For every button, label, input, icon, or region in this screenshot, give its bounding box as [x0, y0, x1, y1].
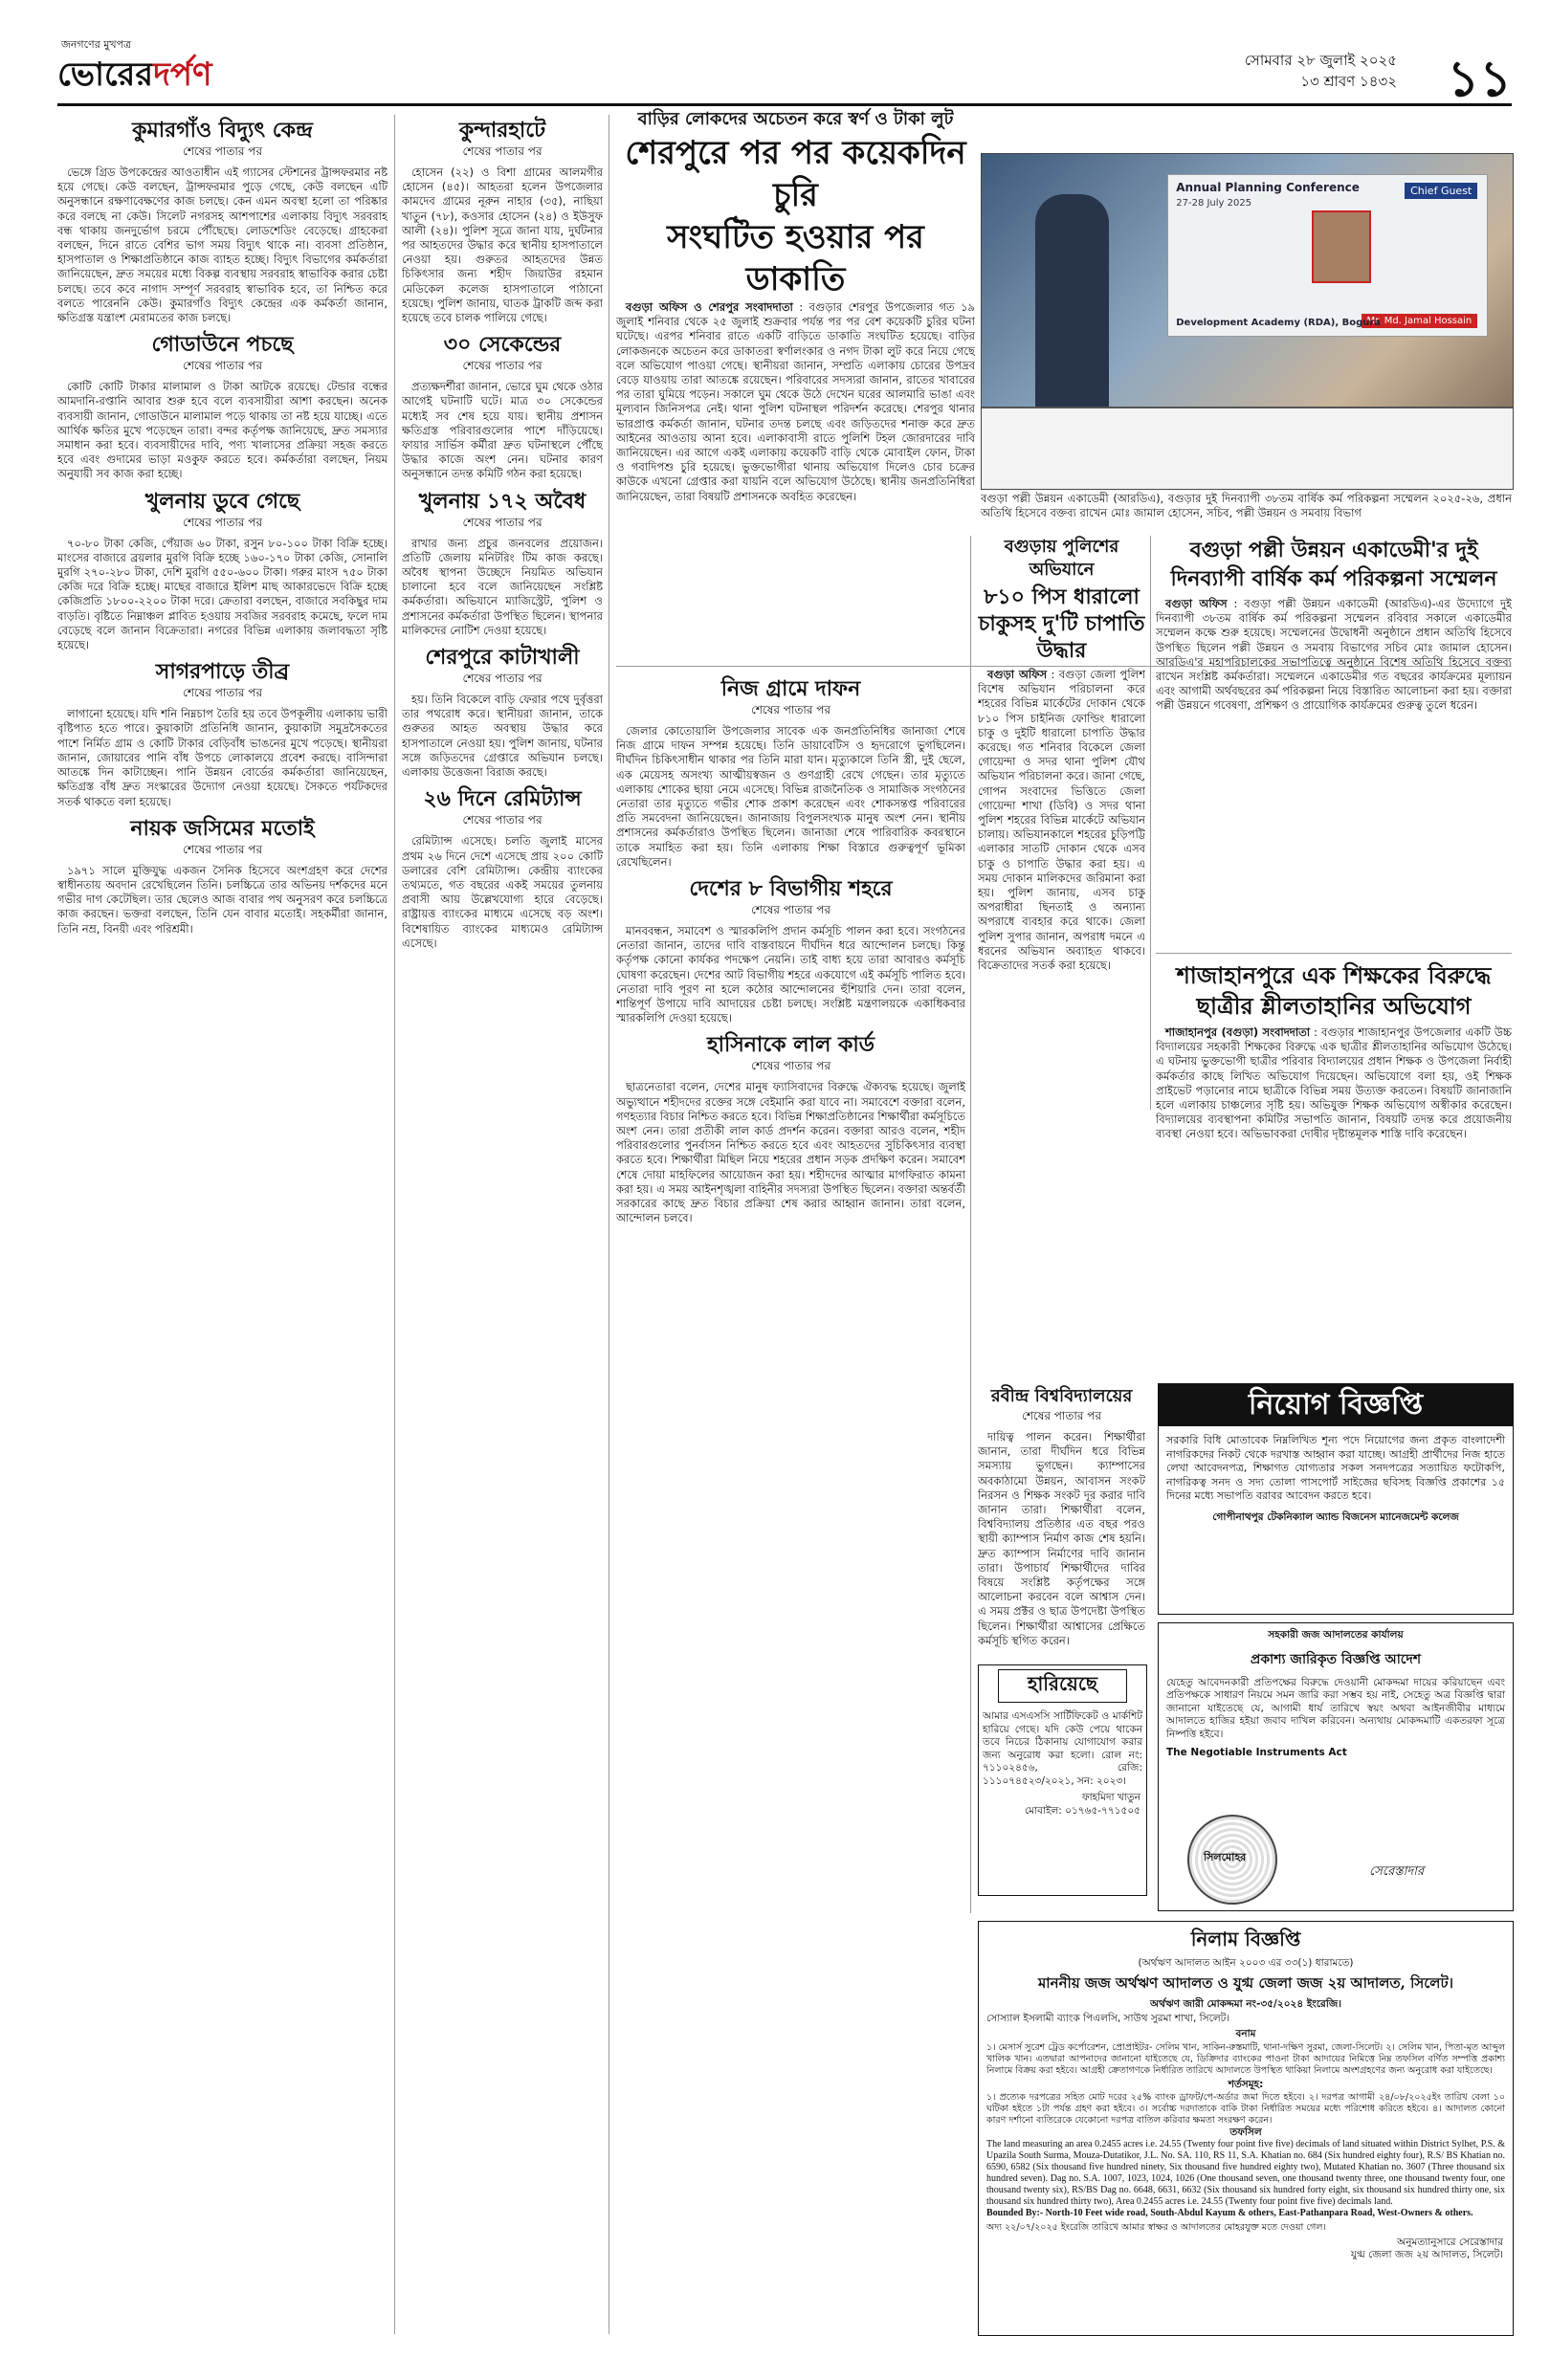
chief-guest-label: Chief Guest	[1405, 183, 1477, 199]
article-continued: শেষের পাতার পর	[750, 1059, 831, 1073]
rda-body: বগুড়া পল্লী উন্নয়ন একাডেমী (আরডিএ)-এর উদ্যোগে দুই দিনব্যাপী ৩৮তম বার্ষিক কর্ম পরিকল্পনা সম্মেলন রবিবার সকালে একাডেমীর সম্মেলন কক্ষে শুরু হয়েছে। সম্মেলনের উদ্বোধনী অনুষ্ঠানে প্রধান অতিথি হিসেবে উপস্থিত ছিলেন পল্লী উন্নয়ন ও সমবায় বিভাগের সচিব মোঃ জামাল হোসেন। আরডিএ'র মহাপরিচালকের সভাপতিত্বে অনুষ্ঠানে বিশেষ অতিথি হিসেবে বক্তব্য রাখেন সংশ্লিষ্ট কর্মকর্তারা। সম্মেলনে একাডেমীর গত বছরের কার্যক্রমের মূল্যায়ন এবং আগামী অর্থবছরের কর্ম পরিকল্পনা নিয়ে বিস্তারিত আলোচনা করা হয়। বক্তারা পল্লী উন্নয়নে গবেষণা, প্রশিক্ষণ ও প্রায়োগিক কার্যক্রমের গুরুত্ব তুলে ধরেন।	[1156, 597, 1512, 713]
article-continued: শেষের পাতার পর	[462, 672, 542, 686]
rda-story: বগুড়া পল্লী উন্নয়ন একাডেমী'র দুই দিনব্যাপী বার্ষিক কর্ম পরিকল্পনা সম্মেলন বগুড়া অফিস : বগুড়া পল্লী উন্নয়ন একাডেমী (আরডিএ)-এর উদ্যোগে দুই দিনব্যাপী ৩৮তম বার্ষিক কর্ম পরিকল্পনা সম্মেলন রবিবার সকালে একাডেমীর সম্মেলন কক্ষে শুরু হয়েছে। সম্মেলনের উদ্বোধনী অনুষ্ঠানে প্রধান অতিথি হিসেবে উপস্থিত ছিলেন পল্লী উন্নয়ন ও সমবায় বিভাগের সচিব মোঃ জামাল হোসেন। আরডিএ'র মহাপরিচালকের সভাপতিত্বে অনুষ্ঠানে বিশেষ অতিথি হিসেবে বক্তব্য রাখেন সংশ্লিষ্ট কর্মকর্তারা। সম্মেলনে একাডেমীর গত বছরের কার্যক্রমের মূল্যায়ন এবং আগামী অর্থবছরের কর্ম পরিকল্পনা নিয়ে বিস্তারিত আলোচনা করা হয়। বক্তারা পল্লী উন্নয়নে গবেষণা, প্রশিক্ষণ ও প্রায়োগিক কার্যক্রমের গুরুত্ব তুলে ধরেন।	[1156, 538, 1512, 713]
lost-notice	[978, 1664, 1147, 1896]
rabindra-story	[978, 1383, 1145, 1661]
lead-story: বাড়ির লোকদের অচেতন করে স্বর্ণ ও টাকা লুট শেরপুরে পর পর কয়েকদিন চুরি সংঘটিত হওয়ার পর ডাকাতি বগুড়া অফিস ও শেরপুর সংবাদদাতা : বগুড়ার শেরপুর উপজেলার গত ১৯ জুলাই শনিবার থেকে ২৫ জুলাই শুক্রবার পর্যন্ত পর পর বেশ কয়েকটি চুরির ঘটনা ঘটেছে। এরপর শনিবার রাতে একটি বাড়িতে ডাকাতি সংঘটিত হয়েছে। বাড়ির লোকজনকে অচেতন করে ডাকাতরা স্বর্ণালংকার ও নগদ টাকা লুট করে নিয়ে গেছে বলে অভিযোগ পাওয়া গেছে। স্থানীয়রা জানান, সম্প্রতি এলাকায় চোরের উপদ্রব বেড়ে যাওয়ায় তারা আতঙ্কে রয়েছেন। পরিবারের সদস্যরা জানান, রাতের খাবারের পর তারা ঘুমিয়ে পড়েন। সকালে ঘুম থেকে উঠে দেখেন ঘরের আলমারি ভাঙা এবং মূল্যবান জিনিসপত্র নেই। থানা পুলিশ ঘটনাস্থল পরিদর্শন করেছে। শেরপুর থানার ভারপ্রাপ্ত কর্মকর্তা জানান, ঘটনার তদন্ত চলছে এবং জড়িতদের শনাক্ত করে দ্রুত আইনের আওতায় আনা হবে। এলাকাবাসী রাতে পুলিশি টহল জোরদারের দাবি জানিয়েছেন। এর আগে একই এলাকায় কয়েকটি বাড়ি থেকে মোবাইল ফোন, টাকা ও গবাদিপশু চুরি হয়েছে। ভুক্তভোগীরা থানায় অভিযোগ দিলেও চোর চক্রের কাউকে এখনো গ্রেপ্তার করা যায়নি বলে অভিযোগ উঠেছে। স্থানীয় জনপ্রতিনিধিরা জানিয়েছেন, তারা বিষয়টি প্রশাসনকে অবহিত করেছেন।	[616, 109, 975, 503]
article-title[interactable]: ২৬ দিনে রেমিট্যান্স	[423, 786, 582, 812]
lead-body: বগুড়ার শেরপুর উপজেলার গত ১৯ জুলাই শনিবার থেকে ২৫ জুলাই শুক্রবার পর্যন্ত পর পর বেশ কয়েকটি চুরির ঘটনা ঘটেছে। এরপর শনিবার রাতে একটি বাড়িতে ডাকাতি সংঘটিত হয়েছে। বাড়ির লোকজনকে অচেতন করে ডাকাতরা স্বর্ণালংকার ও নগদ টাকা লুট করে নিয়ে গেছে বলে অভিযোগ পাওয়া গেছে। স্থানীয়রা জানান, সম্প্রতি এলাকায় চোরের উপদ্রব বেড়ে যাওয়ায় তারা আতঙ্কে রয়েছেন। পরিবারের সদস্যরা জানান, রাতের খাবারের পর তারা ঘুমিয়ে পড়েন। সকালে ঘুম থেকে উঠে দেখেন ঘরের আলমারি ভাঙা এবং মূল্যবান জিনিসপত্র নেই। থানা পুলিশ ঘটনাস্থল পরিদর্শন করেছে। শেরপুর থানার ভারপ্রাপ্ত কর্মকর্তা জানান, ঘটনার তদন্ত চলছে এবং জড়িতদের শনাক্ত করে দ্রুত আইনের আওতায় আনা হবে। এলাকাবাসী রাতে পুলিশি টহল জোরদারের দাবি জানিয়েছেন। এর আগে একই এলাকায় কয়েকটি বাড়ি থেকে মোবাইল ফোন, টাকা ও গবাদিপশু চুরি হয়েছে। ভুক্তভোগীরা থানায় অভিযোগ দিলেও চোর চক্রের কাউকে এখনো গ্রেপ্তার করা যায়নি বলে অভিযোগ উঠেছে। স্থানীয় জনপ্রতিনিধিরা জানিয়েছেন, তারা বিষয়টি প্রশাসনকে অবহিত করেছেন।	[616, 300, 975, 503]
article-title[interactable]: ৩০ সেকেন্ডের	[443, 332, 562, 358]
date-box	[1245, 50, 1397, 92]
logo-part1: ভোরের	[57, 55, 154, 94]
lead-headline-line1[interactable]: শেরপুরে পর পর কয়েকদিন চুরি	[625, 134, 966, 214]
auction-date-line: অদ্য ২২/০৭/২০২৫ ইংরেজি তারিখে আমার স্বাক্ষর ও আদালতের মোহরযুক্ত মতে দেওয়া গেল।	[986, 2222, 1326, 2233]
article-continued: শেষের পাতার পর	[182, 144, 263, 158]
court-seal	[1187, 1815, 1277, 1905]
job-ad-body: সরকারি বিধি মোতাবেক নিম্নলিখিত শূন্য পদে নিয়োগের জন্য প্রকৃত বাংলাদেশী নাগরিকদের নিকট থেকে দরখাস্ত আহ্বান করা যাচ্ছে। আগ্রহী প্রার্থীদের নিজ হাতে লেখা আবেদনপত্র, শিক্ষাগত যোগ্যতার সকল সনদপত্রের সত্যায়িত ফটোকপি, নাগরিকত্ব সনদ ও সদ্য তোলা পাসপোর্ট সাইজের ছবিসহ বিজ্ঞপ্তি প্রকাশের ১৫ দিনের মধ্যে সভাপতি বরাবর আবেদন করতে হবে।	[1166, 1434, 1505, 1502]
page-number: ১১	[1447, 50, 1512, 108]
article-title[interactable]: সাগরপাড়ে তীব্র	[155, 659, 290, 685]
auction-case: অর্থঋণ জারী মোকদ্দমা নং-৩৫/২০২৪ ইংরেজি।	[1150, 1997, 1341, 2010]
article-body: প্রত্যক্ষদর্শীরা জানান, ভোরে ঘুম থেকে ওঠার আগেই ঘটনাটি ঘটে। মাত্র ৩০ সেকেন্ডের মধ্যেই সব শেষ হয়ে যায়। স্থানীয় প্রশাসন ক্ষতিগ্রস্ত পরিবারগুলোর পাশে দাঁড়িয়েছে। ফায়ার সার্ভিস কর্মীরা দ্রুত ঘটনাস্থলে পৌঁছে উদ্ধার কাজে অংশ নেন। ঘটনার কারণ অনুসন্ধানে তদন্ত কমিটি গঠন করা হয়েছে।	[402, 380, 603, 481]
rabindra-continued: শেষের পাতার পর	[1021, 1409, 1102, 1422]
article-body: ছাত্রনেতারা বলেন, দেশের মানুষ ফ্যাসিবাদের বিরুদ্ধে ঐক্যবদ্ধ হয়েছে। জুলাই অভ্যুত্থানে শহীদদের রক্তের সঙ্গে বেইমানি করা যাবে না। সমাবেশে বক্তারা বলেন, গণহত্যার বিচার নিশ্চিত করতে হবে। বিভিন্ন শিক্ষাপ্রতিষ্ঠানের শিক্ষার্থীরা কর্মসূচিতে অংশ নেন। তারা প্রতীকী লাল কার্ড প্রদর্শন করেন। বক্তারা আরও বলেন, শহীদ পরিবারগুলোর পুনর্বাসন নিশ্চিত করতে হবে এবং আহতদের সুচিকিৎসার ব্যবস্থা করতে হবে। শিক্ষার্থীরা মিছিল নিয়ে শহরের প্রধান সড়ক প্রদক্ষিণ করেন। সমাবেশ শেষে দোয়া মাহফিলের আয়োজন করা হয়। শহীদদের আত্মার মাগফিরাত কামনা করা হয়। এ সময় আইনশৃঙ্খলা বাহিনীর সদস্যরা উপস্থিত ছিলেন। বক্তারা অন্তর্বর্তী সরকারের কাছে দ্রুত বিচার প্রক্রিয়া শেষ করার আহ্বান জানান। তারা বলেন, আন্দোলন চলবে।	[616, 1080, 965, 1225]
logo-tagline: জনগণের মুখপত্র	[61, 38, 132, 51]
court-notice-instrument: The Negotiable Instruments Act	[1166, 1747, 1347, 1758]
news-article	[57, 815, 388, 937]
guest-name: Mr. Md. Jamal Hossain	[1362, 314, 1478, 328]
auction-vs: বনাম	[1235, 2027, 1256, 2039]
column-divider	[394, 115, 395, 2334]
article-body: জেলার কোতোয়ালি উপজেলার সাবেক এক জনপ্রতিনিধির জানাজা শেষে নিজ গ্রামে দাফন সম্পন্ন হয়েছে। তিনি ডায়াবেটিস ও হৃদরোগে ভুগছিলেন। দীর্ঘদিন চিকিৎসাধীন থাকার পর তিনি মারা যান। মৃত্যুকালে তিনি স্ত্রী, দুই ছেলে, এক মেয়েসহ অসংখ্য আত্মীয়স্বজন ও গুণগ্রাহী রেখে গেছেন। তার মৃত্যুতে এলাকায় শোকের ছায়া নেমে এসেছে। বিভিন্ন রাজনৈতিক ও সামাজিক সংগঠনের নেতারা তার মৃত্যুতে গভীর শোক প্রকাশ করেছেন এবং শোকসন্তপ্ত পরিবারের প্রতি সমবেদনা জানিয়েছেন। জানাজায় বিপুলসংখ্যক মানুষ অংশ নেন। স্থানীয় প্রশাসনের কর্মকর্তারাও উপস্থিত ছিলেন। জানাজা শেষে পারিবারিক কবরস্থানে তাকে সমাহিত করা হয়। তিনি এলাকায় শিক্ষা বিস্তারে গুরুত্বপূর্ণ ভূমিকা রেখেছিলেন।	[616, 724, 965, 869]
rda-dateline: বগুড়া অফিস	[1165, 597, 1228, 610]
auction-bounded: Bounded By:- North-10 Feet wide road, South-Abdul Kayum & others, East-Pathanpara Road, West-Owners & others.	[986, 2208, 1473, 2218]
news-article	[402, 785, 603, 951]
article-body: মানববন্ধন, সমাবেশ ও স্মারকলিপি প্রদান কর্মসূচি পালন করা হবে। সংগঠনের নেতারা জানান, তাদের দাবি বাস্তবায়নে দীর্ঘদিন ধরে আন্দোলন চলছে। কিন্তু কর্তৃপক্ষ কোনো কার্যকর পদক্ষেপ নেয়নি। তাই বাধ্য হয়ে তারা আবারও কর্মসূচি ঘোষণা করেছেন। দেশের আট বিভাগীয় শহরে একযোগে এই কর্মসূচি পালিত হবে। নেতারা দাবি পূরণ না হলে কঠোর আন্দোলনের হুঁশিয়ারি দেন। তারা বলেন, শান্তিপূর্ণ উপায়ে দাবি আদায়ের চেষ্টা চলছে। সংশ্লিষ্ট মন্ত্রণালয়কে একাধিকবার স্মারকলিপি দেওয়া হয়েছে।	[616, 924, 965, 1025]
shajahanpur-body: বগুড়ার শাজাহানপুর উপজেলার একটি উচ্চ বিদ্যালয়ের সহকারী শিক্ষকের বিরুদ্ধে এক ছাত্রীর শ্লীলতাহানির অভিযোগ উঠেছে। এ ঘটনায় ভুক্তভোগী ছাত্রীর পরিবার বিদ্যালয়ের প্রধান শিক্ষক ও উপজেলা নির্বাহী কর্মকর্তার কাছে লিখিত অভিযোগ দিয়েছেন। অভিযোগে বলা হয়, ওই শিক্ষক প্রাইভেট পড়ানোর নামে ছাত্রীকে বিভিন্ন সময় উত্যক্ত করতেন। বিষয়টি জানাজানি হলে এলাকায় চাঞ্চল্যের সৃষ্টি হয়। অভিযুক্ত শিক্ষক অভিযোগ অস্বীকার করেছেন। বিদ্যালয়ের ব্যবস্থাপনা কমিটির সভাপতি জানান, বিষয়টি তদন্ত করে প্রয়োজনীয় ব্যবস্থা নেওয়া হবে। অভিভাবকরা দোষীর দৃষ্টান্তমূলক শাস্তি দাবি করেছেন।	[1156, 1025, 1512, 1141]
news-article	[402, 117, 603, 325]
banner-title: Annual Planning Conference	[1176, 181, 1360, 194]
news-article	[402, 488, 603, 638]
article-continued: শেষের পাতার পর	[750, 903, 831, 917]
article-title[interactable]: হাসিনাকে লাল কার্ড	[707, 1032, 875, 1058]
shajahanpur-story: শাজাহানপুরে এক শিক্ষকের বিরুদ্ধে ছাত্রীর শ্লীলতাহানির অভিযোগ শাজাহানপুর (বগুড়া) সংবাদদাতা : বগুড়ার শাজাহানপুর উপজেলার একটি উচ্চ বিদ্যালয়ের সহকারী শিক্ষকের বিরুদ্ধে এক ছাত্রীর শ্লীলতাহানির অভিযোগ উঠেছে। এ ঘটনায় ভুক্তভোগী ছাত্রীর পরিবার বিদ্যালয়ের প্রধান শিক্ষক ও উপজেলা নির্বাহী কর্মকর্তার কাছে লিখিত অভিযোগ দিয়েছেন। অভিযোগে বলা হয়, ওই শিক্ষক প্রাইভেট পড়ানোর নামে ছাত্রীকে বিভিন্ন সময় উত্যক্ত করতেন। বিষয়টি জানাজানি হলে এলাকায় চাঞ্চল্যের সৃষ্টি হয়। অভিযুক্ত শিক্ষক অভিযোগ অস্বীকার করেছেন। বিদ্যালয়ের ব্যবস্থাপনা কমিটির সভাপতি জানান, বিষয়টি তদন্ত করে প্রয়োজনীয় ব্যবস্থা নেওয়া হবে। অভিভাবকরা দোষীর দৃষ্টান্তমূলক শাস্তি দাবি করেছেন।	[1156, 961, 1512, 1141]
job-ad-title[interactable]: নিয়োগ বিজ্ঞপ্তি	[1159, 1384, 1513, 1426]
police-body: বগুড়া জেলা পুলিশ বিশেষ অভিযান পরিচালনা করে শহরের বিভিন্ন মার্কেটের দোকান থেকে ৮১০ পিস চাইনিজ ফোল্ডিং ধারালো চাকু ও দুইটি ধারালো চাপাতি উদ্ধার করেছে। গত শনিবার বিকেলে জেলা গোয়েন্দা ও সদর থানা পুলিশ যৌথ অভিযান পরিচালনা করে। জানা গেছে, গোপন সংবাদের ভিত্তিতে জেলা গোয়েন্দা শাখা (ডিবি) ও সদর থানা পুলিশ শহরের বিভিন্ন মার্কেটে অভিযান চালায়। অভিযানকালে শহরের চুড়িপট্টি এলাকার সাতটি দোকান থেকে এসব চাকু ও চাপাতি উদ্ধার করা হয়। এ সময় দোকান মালিকদের জরিমানা করা হয়। পুলিশ জানায়, এসব চাকু অপরাধীরা ছিনতাই ও অন্যান্য অপরাধে ব্যবহার করে থাকে। জেলা পুলিশ সুপার জানান, অপরাধ দমনে এ ধরনের অভিযান অব্যাহত থাকবে। বিক্রেতাদের সতর্ক করা হয়েছে।	[978, 668, 1145, 973]
rabindra-title[interactable]: রবীন্দ্র বিশ্ববিদ্যালয়ের	[990, 1386, 1133, 1406]
rabindra-body: দায়িত্ব পালন করেন। শিক্ষার্থীরা জানান, তারা দীর্ঘদিন ধরে বিভিন্ন সমস্যায় ভুগছেন। ক্যাম্পাসের অবকাঠামো উন্নয়ন, আবাসন সংকট নিরসন ও শিক্ষক সংকট দূর করার দাবি জানান তারা। শিক্ষার্থীরা বলেন, বিশ্ববিদ্যালয় প্রতিষ্ঠার এত বছর পরও স্থায়ী ক্যাম্পাস নির্মাণ কাজ শেষ হয়নি। দ্রুত ক্যাম্পাস নির্মাণের দাবি জানান তারা। উপাচার্য শিক্ষার্থীদের দাবির বিষয়ে সংশ্লিষ্ট কর্তৃপক্ষের সঙ্গে আলোচনা করবেন বলে আশ্বাস দেন। এ সময় প্রক্টর ও ছাত্র উপদেষ্টা উপস্থিত ছিলেন। শিক্ষার্থীরা আশ্বাসের প্রেক্ষিতে কর্মসূচি স্থগিত করেন।	[978, 1430, 1145, 1647]
article-body: ১৯৭১ সালে মুক্তিযুদ্ধ একজন সৈনিক হিসেবে অংশগ্রহণ করে দেশের স্বাধীনতায় অবদান রেখেছিলেন তিনি। চলচ্চিত্রে তার অভিনয় দর্শকদের মনে গভীর দাগ কেটেছিল। তার ছেলেও আজ বাবার পথ অনুসরণ করে চলচ্চিত্রে কাজ করছেন। ভক্তরা বলছেন, তিনি যেন বাবার মতোই। সহকর্মীরা জানান, তিনি নম্র, বিনয়ী এবং পরিশ্রমী।	[57, 863, 388, 936]
court-seal-label: সিলমোহর	[1204, 1851, 1247, 1863]
lead-headline-line2[interactable]: সংঘটিত হওয়ার পর ডাকাতি	[667, 218, 924, 298]
banner-institute: Development Academy (RDA), Bogura	[1176, 318, 1382, 328]
article-title[interactable]: খুলনায় ১৭২ অবৈধ	[418, 488, 587, 514]
news-article	[57, 658, 388, 808]
court-notice	[1158, 1622, 1514, 1911]
police-dateline: বগুড়া অফিস	[987, 668, 1048, 681]
column-left	[57, 115, 388, 2334]
article-continued: শেষের পাতার পর	[182, 686, 263, 700]
newspaper-logo[interactable]	[57, 38, 212, 104]
lead-kicker: বাড়ির লোকদের অচেতন করে স্বর্ণ ও টাকা লুট	[637, 109, 954, 129]
news-article	[57, 331, 388, 481]
lost-name: ফাহমিদা খাতুন	[1081, 1792, 1140, 1803]
police-kicker: বগুড়ায় পুলিশের অভিযানে	[1004, 537, 1119, 580]
job-advertisement	[1158, 1383, 1514, 1615]
auction-title[interactable]: নিলাম বিজ্ঞপ্তি	[1190, 1928, 1301, 1950]
auction-signer: যুগ্ম জেলা জজ ২য় আদালত, সিলেট।	[1350, 2249, 1503, 2260]
article-continued: শেষের পাতার পর	[462, 515, 542, 529]
article-continued: শেষের পাতার পর	[182, 515, 263, 529]
column-second	[402, 115, 603, 2334]
article-title[interactable]: কুন্দারহাটে	[458, 118, 546, 143]
auction-notice	[978, 1921, 1514, 2336]
banner-dates: 27-28 July 2025	[1176, 198, 1252, 209]
news-article	[616, 675, 965, 870]
article-title[interactable]: খুলনায় ডুবে গেছে	[144, 488, 300, 514]
column-divider	[1150, 536, 1151, 1110]
logo-part2: দর্পণ	[153, 55, 212, 94]
news-article	[616, 1031, 965, 1225]
job-ad-footer: গোপীনাথপুর টেকনিক্যাল অ্যান্ড বিজনেস ম্যানেজমেন্ট কলেজ	[1212, 1510, 1459, 1523]
lead-dateline: বগুড়া অফিস ও শেরপুর সংবাদদাতা	[626, 300, 793, 314]
news-article	[402, 644, 603, 780]
conference-photo[interactable]	[981, 153, 1514, 490]
court-signature: সেরেস্তাদার	[1369, 1864, 1425, 1879]
conference-banner	[1167, 174, 1488, 337]
article-title[interactable]: কুমারগাঁও বিদ্যুৎ কেন্দ্র	[132, 118, 313, 143]
news-article	[616, 875, 965, 1025]
news-article	[57, 488, 388, 653]
article-body: ভেঙ্গে গ্রিড উপকেন্দ্রের আওতাধীন এই গ্যাসের স্টেশনের ট্রান্সফরমার নষ্ট হয়ে গেছে। কেউ বলছেন, ট্রান্সফরমার পুড়ে গেছে, কেউ বলছেন এটি অনুসন্ধানে রক্ষণাবেক্ষণের কাজ চলছে। কেন এমন অবস্থা হলো তা পরিষ্কার করে বলছে না কেউ। সিলেট নগরসহ আশপাশের এলাকায় বিদ্যুৎ সরবরাহ বন্ধ থাকায় জনদুর্ভোগ চরমে পৌঁছেছে। লোডশেডিং বেড়েছে। গ্রাহকেরা বলছেন, দিনে রাতে বেশির ভাগ সময় বিদ্যুৎ থাকে না। ব্যবসা প্রতিষ্ঠান, হাসপাতাল ও শিক্ষাপ্রতিষ্ঠানে কাজ ব্যাহত হচ্ছে। বিদ্যুৎ বিভাগের কর্মকর্তারা জানিয়েছেন, দ্রুত সময়ের মধ্যে বিকল্প ব্যবস্থায় সরবরাহ স্বাভাবিক করার চেষ্টা চলছে। তবে কবে নাগাদ সম্পূর্ণ সরবরাহ স্বাভাবিক হবে, তা নিশ্চিত করে বলতে পারেননি কেউ। কুমারগাঁও বিদ্যুৎ কেন্দ্রের এক কর্মকর্তা জানান, ক্ষতিগ্রস্ত যন্ত্রাংশ মেরামতের কাজ চলছে।	[57, 165, 388, 325]
police-headline[interactable]: ৮১০ পিস ধারালো চাকুসহ দু'টি চাপাতি উদ্ধার	[978, 584, 1145, 663]
guest-portrait	[1312, 210, 1371, 283]
article-body: রেমিট্যান্স এসেছে। চলতি জুলাই মাসের প্রথম ২৬ দিনে দেশে এসেছে প্রায় ২০০ কোটি ডলারের বেশি রেমিট্যান্স। কেন্দ্রীয় ব্যাংকের তথ্যমতে, গত বছরের একই সময়ের তুলনায় প্রবাসী আয় উল্লেখযোগ্য হারে বেড়েছে। রাষ্ট্রায়ত্ত ব্যাংকের মাধ্যমে এসেছে বড় অংশ। বিশেষায়িত ব্যাংকের মাধ্যমেও রেমিট্যান্স এসেছে।	[402, 834, 603, 950]
auction-signature: অনুমত্যানুসারে সেরেস্তাদার	[1397, 2236, 1503, 2248]
article-continued: শেষের পাতার পর	[182, 842, 263, 856]
auction-bank: সোস্যাল ইসলামী ব্যাংক পিএলসি, সাউথ সুরমা শাখা, সিলেট।	[986, 2013, 1230, 2024]
lost-title: হারিয়েছে	[998, 1669, 1127, 1703]
article-continued: শেষের পাতার পর	[462, 813, 542, 827]
article-title[interactable]: নায়ক জসিমের মতোই	[130, 815, 315, 841]
conference-table	[982, 407, 1513, 489]
auction-terms: ১। প্রত্যেক দরপত্রের সহিত মোট দরের ২৫% ব্যাংক ড্রাফট/পে-অর্ডার জমা দিতে হইবে। ২। দরপত্র আগামী ২৪/০৮/২০২৫ইং তারিখ বেলা ১০ ঘটিকা হইতে ১টা পর্যন্ত গ্রহণ করা হইবে। ৩। সর্বোচ্চ দরদাতাকে বাকি টাকা নির্ধারিত সময়ের মধ্যে পরিশোধ করিতে হইবে। ৪। আদালত কোনো কারণ দর্শানো ব্যতিরেকে যেকোনো দরপত্র বাতিল করিবার ক্ষমতা সংরক্ষণ করেন।	[986, 2091, 1505, 2126]
article-continued: শেষের পাতার পর	[462, 359, 542, 373]
auction-terms-title: শর্তসমূহ:	[1228, 2079, 1264, 2090]
court-notice-body: যেহেতু আবেদনকারী প্রতিপক্ষের বিরুদ্ধে দেওয়ানী মোকদ্দমা দায়ের করিয়াছেন এবং প্রতিপক্ষকে সাধারণ নিয়মে সমন জারি করা সম্ভব হয় নাই, সেহেতু অত্র বিজ্ঞপ্তি দ্বারা জানানো যাইতেছে যে, আগামী ধার্য তারিখে স্বয়ং অথবা আইনজীবীর মাধ্যমে আদালতে হাজির হইয়া জবাব দাখিল করিবেন। অন্যথায় মোকদ্দমাটি একতরফা সূত্রে নিষ্পত্তি হইবে।	[1166, 1676, 1505, 1740]
court-office: সহকারী জজ আদালতের কার্যালয়	[1268, 1629, 1404, 1641]
date-gregorian: সোমবার ২৮ জুলাই ২০২৫	[1244, 52, 1397, 69]
article-continued: শেষের পাতার পর	[750, 703, 831, 716]
section-divider	[1156, 953, 1512, 954]
column-middle	[616, 673, 965, 2334]
auction-subtitle: (অর্থঋণ আদালত আইন ২০০৩ এর ৩৩(১) ধারামতে)	[1138, 1957, 1354, 1969]
column-divider	[970, 536, 971, 1913]
speaker-figure	[1035, 194, 1110, 429]
article-continued: শেষের পাতার পর	[462, 144, 542, 158]
police-story: বগুড়ায় পুলিশের অভিযানে ৮১০ পিস ধারালো চাকুসহ দু'টি চাপাতি উদ্ধার বগুড়া অফিস : বগুড়া জেলা পুলিশ বিশেষ অভিযান পরিচালনা করে শহরের বিভিন্ন মার্কেটের দোকান থেকে ৮১০ পিস চাইনিজ ফোল্ডিং ধারালো চাকু ও দুইটি ধারালো চাপাতি উদ্ধার করেছে। গত শনিবার বিকেলে জেলা গোয়েন্দা ও সদর থানা পুলিশ যৌথ অভিযান পরিচালনা করে। জানা গেছে, গোপন সংবাদের ভিত্তিতে জেলা গোয়েন্দা শাখা (ডিবি) ও সদর থানা পুলিশ শহরের বিভিন্ন মার্কেটে অভিযান চালায়। অভিযানকালে শহরের চুড়িপট্টি এলাকার সাতটি দোকান থেকে এসব চাকু ও চাপাতি উদ্ধার করা হয়। এ সময় দোকান মালিকদের জরিমানা করা হয়। পুলিশ জানায়, এসব চাকু অপরাধীরা ছিনতাই ও অন্যান্য অপরাধে ব্যবহার করে থাকে। জেলা পুলিশ সুপার জানান, অপরাধ দমনে এ ধরনের অভিযান অব্যাহত থাকবে। বিক্রেতাদের সতর্ক করা হয়েছে।	[978, 537, 1145, 973]
lost-mobile: মোবাইল: ০১৭৬৫-৭৭১৫০৫	[1024, 1804, 1140, 1817]
auction-body: ১। মেসার্স সুরেশ ট্রেড কর্পোরেশন, প্রোপ্রাইটর- সেলিম খান, সাকিন-রুস্তমাটি, থানা-দক্ষিণ সুরমা, জেলা-সিলেট। ২। সেলিম খান, পিতা-মৃত আব্দুল খালিক খান। এতদ্বারা আপনাদের জানানো যাইতেছে যে, ডিক্রিদার ব্যাংকের পাওনা টাকা আদায়ের নিমিত্তে নিম্ন তফসিল বর্ণিত সম্পত্তি প্রকাশ্য নিলামে বিক্রয় করা হইবে। আগ্রহী ক্রেতাগণকে নির্ধারিত তারিখে আদালতে উপস্থিত থাকিয়া নিলামে অংশগ্রহণের জন্য অনুরোধ করা যাইতেছে।	[986, 2042, 1505, 2076]
article-body: কোটি কোটি টাকার মালামাল ও টাকা আটকে রয়েছে। টেন্ডার বন্ধের আমদানি-রপ্তানি আবার শুরু হবে বলে ব্যবসায়ীরা আশা করছেন। অনেক ব্যবসায়ী জানান, গোডাউনে মালামাল পড়ে থাকায় তা নষ্ট হয়ে যাচ্ছে। এতে আর্থিক ক্ষতির মুখে পড়েছেন তারা। বন্দর কর্তৃপক্ষ জানিয়েছে, দ্রুত সমস্যার সমাধান করা হবে। ব্যবসায়ীদের দাবি, পণ্য খালাসের প্রক্রিয়া সহজ করতে হবে এবং গুদামের ভাড়া মওকুফ করতে হবে। কর্মকর্তারা বলছেন, নিয়ম অনুযায়ী সব কাজ করা হচ্ছে।	[57, 380, 388, 481]
masthead	[57, 38, 1512, 108]
article-continued: শেষের পাতার পর	[182, 359, 263, 373]
auction-court: মাননীয় জজ অর্থঋণ আদালত ও যুগ্ম জেলা জজ ২য় আদালত, সিলেট।	[1037, 1973, 1454, 1992]
auction-schedule: The land measuring an area 0.2455 acres i.e. 24.55 (Twenty four point five five) decimals of land situated within District Sylhet, P.S. & Upazila South Surma, Mouza-Dutatikor, J.L. No. SA. 110, RS 11, S.A. Khatian no. 684 (Six hundred eighty four), R.S/ BS Khatian no. 6590, 6582 (Six thousand five hundred ninety, Six thousand five hundred eighty two), Mutated Khatian no. 3607 (Three thousand six hundred seven). Dag no. S.A. 1007, 1023, 1024, 1026 (One thousand seven, one thousand twenty three, one thousand twenty four, one thousand twenty six), RS/BS Dag no. 6648, 6631, 6632 (Six thousand six hundred forty eight, six thousand six hundred thirty one, six thousand six hundred thirty two), Area 0.2455 acres i.e. 24.55 (Twenty four point five five) decimals land.	[986, 2139, 1505, 2207]
photo-caption: বগুড়া পল্লী উন্নয়ন একাডেমী (আরডিএ), বগুড়ার দুই দিনব্যাপী ৩৮তম বার্ষিক কর্ম পরিকল্পনা সম্মেলন ২০২৫-২৬, প্রধান অতিথি হিসেবে বক্তব্য রাখেন মোঃ জামাল হোসেন, সচিব, পল্লী উন্নয়ন ও সমবায় বিভাগ	[981, 492, 1512, 519]
article-body: লাগানো হয়েছে। যদি শনি নিম্নচাপ তৈরি হয় তবে উপকূলীয় এলাকায় ভারী বৃষ্টিপাত হতে পারে। কুয়াকাটা প্রতিনিধি জানান, কুয়াকাটা সমুদ্রসৈকতের পাশে নির্মিত গ্রাম ও কোটি টাকার বেড়িবাঁধ ভাঙনের মুখে পড়েছে। স্থানীয়রা জানান, জোয়ারের পানি বাঁধ উপচে লোকালয়ে প্রবেশ করছে। বাসিন্দারা আতঙ্কে দিন কাটাচ্ছেন। পানি উন্নয়ন বোর্ডের কর্মকর্তারা জানিয়েছেন, ক্ষতিগ্রস্ত বাঁধ দ্রুত সংস্কারের উদ্যোগ নেওয়া হয়েছে। সৈকতে পর্যটকদের সতর্ক থাকতে বলা হয়েছে।	[57, 707, 388, 808]
article-title[interactable]: শেরপুরে কাটাখালী	[425, 645, 580, 671]
article-title[interactable]: দেশের ৮ বিভাগীয় শহরে	[689, 876, 893, 902]
lost-body: আমার এসএসসি সার্টিফিকেট ও মার্কশিট হারিয়ে গেছে। যদি কেউ পেয়ে থাকেন তবে নিচের ঠিকানায় যোগাযোগ করার জন্য অনুরোধ করা হলো। রোল নং: ৭১১০২৪৫৬, রেজি: ১১১০৭৪৫২৩/২০২১, সন: ২০২৩।	[983, 1710, 1142, 1787]
article-body: রাখার জন্য প্রচুর জনবলের প্রয়োজন। প্রতিটি জেলায় মনিটরিং টিম কাজ করছে। অবৈধ স্থাপনা উচ্ছেদে নিয়মিত অভিযান চালানো হবে বলে জানিয়েছেন সংশ্লিষ্ট কর্মকর্তারা। অভিযানে ম্যাজিস্ট্রেট, পুলিশ ও প্রশাসনের কর্মকর্তারা উপস্থিত ছিলেন। স্থাপনার মালিকদের নোটিশ দেওয়া হয়েছে।	[402, 536, 603, 637]
court-notice-title: প্রকাশ্য জারিকৃত বিজ্ঞপ্তি আদেশ	[1250, 1651, 1422, 1667]
news-article	[57, 117, 388, 325]
article-body: ৭০-৮০ টাকা কেজি, পেঁয়াজ ৬০ টাকা, রসুন ৮০-১০০ টাকা বিক্রি হচ্ছে। মাংসের বাজারে ব্রয়লার মুরগি বিক্রি হচ্ছে ১৬০-১৭০ টাকা কেজি, সোনালি মুরগি ২৭০-২৮০ টাকা, দেশি মুরগি ৫৫০-৬০০ টাকা। গরুর মাংস ৭৫০ টাকা কেজি দরে বিক্রি হচ্ছে। মাছের বাজারে ইলিশ মাছ আকারভেদে বিক্রি হচ্ছে কেজিপ্রতি ১৮০০-২২০০ টাকা দরে। ক্রেতারা বলছেন, বাজারে সবকিছুর দাম বাড়তি। বৃষ্টিতে নিম্নাঞ্চল প্লাবিত হওয়ায় সবজির সরবরাহ কমেছে, ফলে দাম বেড়েছে বলে জানান বিক্রেতারা। নগরের বিভিন্ন এলাকায় জলাবদ্ধতা সৃষ্টি হয়েছে।	[57, 536, 388, 652]
shajahanpur-dateline: শাজাহানপুর (বগুড়া) সংবাদদাতা	[1165, 1025, 1311, 1039]
shajahanpur-headline[interactable]: শাজাহানপুরে এক শিক্ষকের বিরুদ্ধে ছাত্রীর শ্লীলতাহানির অভিযোগ	[1176, 961, 1492, 1020]
rda-headline[interactable]: বগুড়া পল্লী উন্নয়ন একাডেমী'র দুই দিনব্যাপী বার্ষিক কর্ম পরিকল্পনা সম্মেলন	[1170, 538, 1497, 591]
article-title[interactable]: নিজ গ্রামে দাফন	[720, 676, 861, 701]
article-title[interactable]: গোডাউনে পচছে	[151, 332, 294, 358]
article-body: হয়। তিনি বিকেলে বাড়ি ফেরার পথে দুর্বৃত্তরা তার পথরোধ করে। স্থানীয়রা জানান, তাকে গুরুতর আহত অবস্থায় উদ্ধার করে হাসপাতালে নেওয়া হয়। পুলিশ জানায়, ঘটনার সঙ্গে জড়িতদের গ্রেপ্তারে অভিযান চলছে। এলাকায় উত্তেজনা বিরাজ করছে।	[402, 693, 603, 780]
news-article	[402, 331, 603, 481]
auction-schedule-title: তফসিল	[1229, 2126, 1262, 2138]
article-body: হোসেন (২২) ও বিশা গ্রামের আলমগীর হোসেন (৪৫)। আহতরা হলেন উপজেলার কামদেব গ্রামের নূরুন নাহার (৩৫), নাছিয়া খাতুন (৭৮), কওসার হোসেন (২৪) ও ইউসুফ আলী (২৪)। পুলিশ সূত্রে জানা যায়, দুর্ঘটনার পর আহতদের উদ্ধার করে স্থানীয় হাসপাতালে নেওয়া হয়। গুরুতর আহতদের উন্নত চিকিৎসার জন্য শহীদ জিয়াউর রহমান মেডিকেল কলেজ হাসপাতালে পাঠানো হয়েছে। পুলিশ জানায়, ঘাতক ট্রাকটি জব্দ করা হয়েছে তবে চালক পালিয়ে গেছে।	[402, 165, 603, 325]
date-bangla: ১৩ শ্রাবণ ১৪৩২	[1300, 73, 1397, 90]
